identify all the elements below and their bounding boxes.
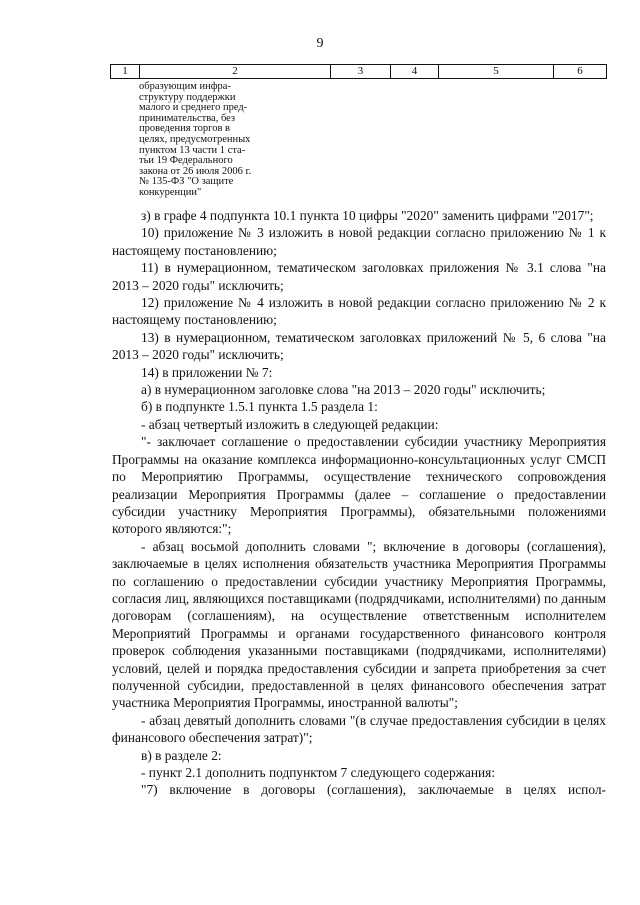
paragraph-7-quote: "7) включение в договоры (соглашения), заключаемые в целях испол- [141, 782, 606, 798]
cell-line: структуру поддержки [139, 91, 236, 103]
table-cell-text [139, 82, 299, 199]
paragraph-14b: б) в подпункте 1.5.1 пункта 1.5 раздела 1: [141, 399, 378, 415]
table-column-numbers [110, 64, 607, 79]
paragraph-14v: в) в разделе 2: [141, 747, 222, 763]
cell-line: образующим инфра- [139, 81, 231, 92]
cell-line: проведения торгов в [139, 123, 231, 135]
column-number-4: 4 [391, 65, 439, 79]
paragraph-z: з) в графе 4 подпункта 10.1 пункта 10 цифры "2020" заменить цифрами "2017"; [141, 208, 594, 223]
cell-line: малого и среднего пред- [139, 102, 248, 114]
paragraph-10: 10) приложение № 3 изложить в новой редакции согласно приложению № 1 к настоящему постановлению; [112, 225, 606, 258]
cell-line: принимательства, без [139, 112, 236, 124]
paragraph-quote-agreement: "- заключает соглашение о предоставлении субсидии участнику Мероприятия Программы на оказание комплекса информационно-консультационных услуг СМСП по Мероприятию Программы, осуществление технического сопровождения реализации Мероприятия Программы (далее – соглашение о предоставлении субсидии участнику Мероприятия Программы), обязательными положениями которого являются:"; [112, 434, 606, 537]
cell-line: пунктом 13 части 1 ста- [139, 144, 246, 156]
paragraph-abzac-4: - абзац четвертый изложить в следующей редакции: [141, 416, 439, 432]
column-number-2: 2 [140, 65, 331, 79]
paragraph-11: 11) в нумерационном, тематическом заголовках приложения № 3.1 слова "на 2013 – 2020 годы" исключить; [112, 260, 606, 293]
paragraph-14a: а) в нумерационном заголовке слова "на 2013 – 2020 годы" исключить; [141, 382, 546, 398]
cell-line: закона от 26 июля 2006 г. [139, 165, 252, 177]
paragraph-abzac-8: - абзац восьмой дополнить словами "; включение в договоры (соглашения), заключаемые в целях исполнения обязательств участника Мероприятия Программы по соглашению о предоставлении субсидии участнику Мероприятия Программы, согласия лиц, являющихся поставщиками (подрядчиками, исполнителями) по данным договорам (соглашениям), на осуществление ответственным исполнителем Мероприятий Программы и органами государственного финансового контроля проверок соблюдения указанными поставщиками (подрядчиками, исполнителями) условий, целей и порядка предоставления субсидии и запрета приобретения за счет полученной субсидии, предоставленной в целях финансового обеспечения затрат участника Мероприятия Программы, иностранной валюты"; [112, 538, 606, 711]
column-number-5: 5 [439, 65, 554, 79]
column-number-1: 1 [111, 65, 140, 79]
cell-line: конкуренции" [139, 186, 202, 198]
cell-line: целях, предусмотренных [139, 133, 251, 145]
page-number: 9 [316, 36, 324, 51]
paragraph-14: 14) в приложении № 7: [141, 364, 273, 380]
table-header-row [111, 65, 607, 79]
paragraph-abzac-9: - абзац девятый дополнить словами "(в случае предоставления субсидии в целях финансового обеспечения затрат)"; [112, 712, 606, 746]
column-number-6: 6 [554, 65, 607, 79]
document-body [112, 207, 606, 799]
cell-line: тьи 19 Федерального [139, 155, 233, 167]
paragraph-point-2-1: - пункт 2.1 дополнить подпунктом 7 следующего содержания: [141, 765, 496, 780]
paragraph-12: 12) приложение № 4 изложить в новой редакции согласно приложению № 2 к настоящему постановлению; [112, 295, 606, 328]
paragraph-13: 13) в нумерационном, тематическом заголовках приложений № 5, 6 слова "на 2013 – 2020 годы" исключить; [112, 329, 606, 363]
cell-line: № 135-ФЗ "О защите [139, 176, 234, 188]
column-number-3: 3 [331, 65, 391, 79]
